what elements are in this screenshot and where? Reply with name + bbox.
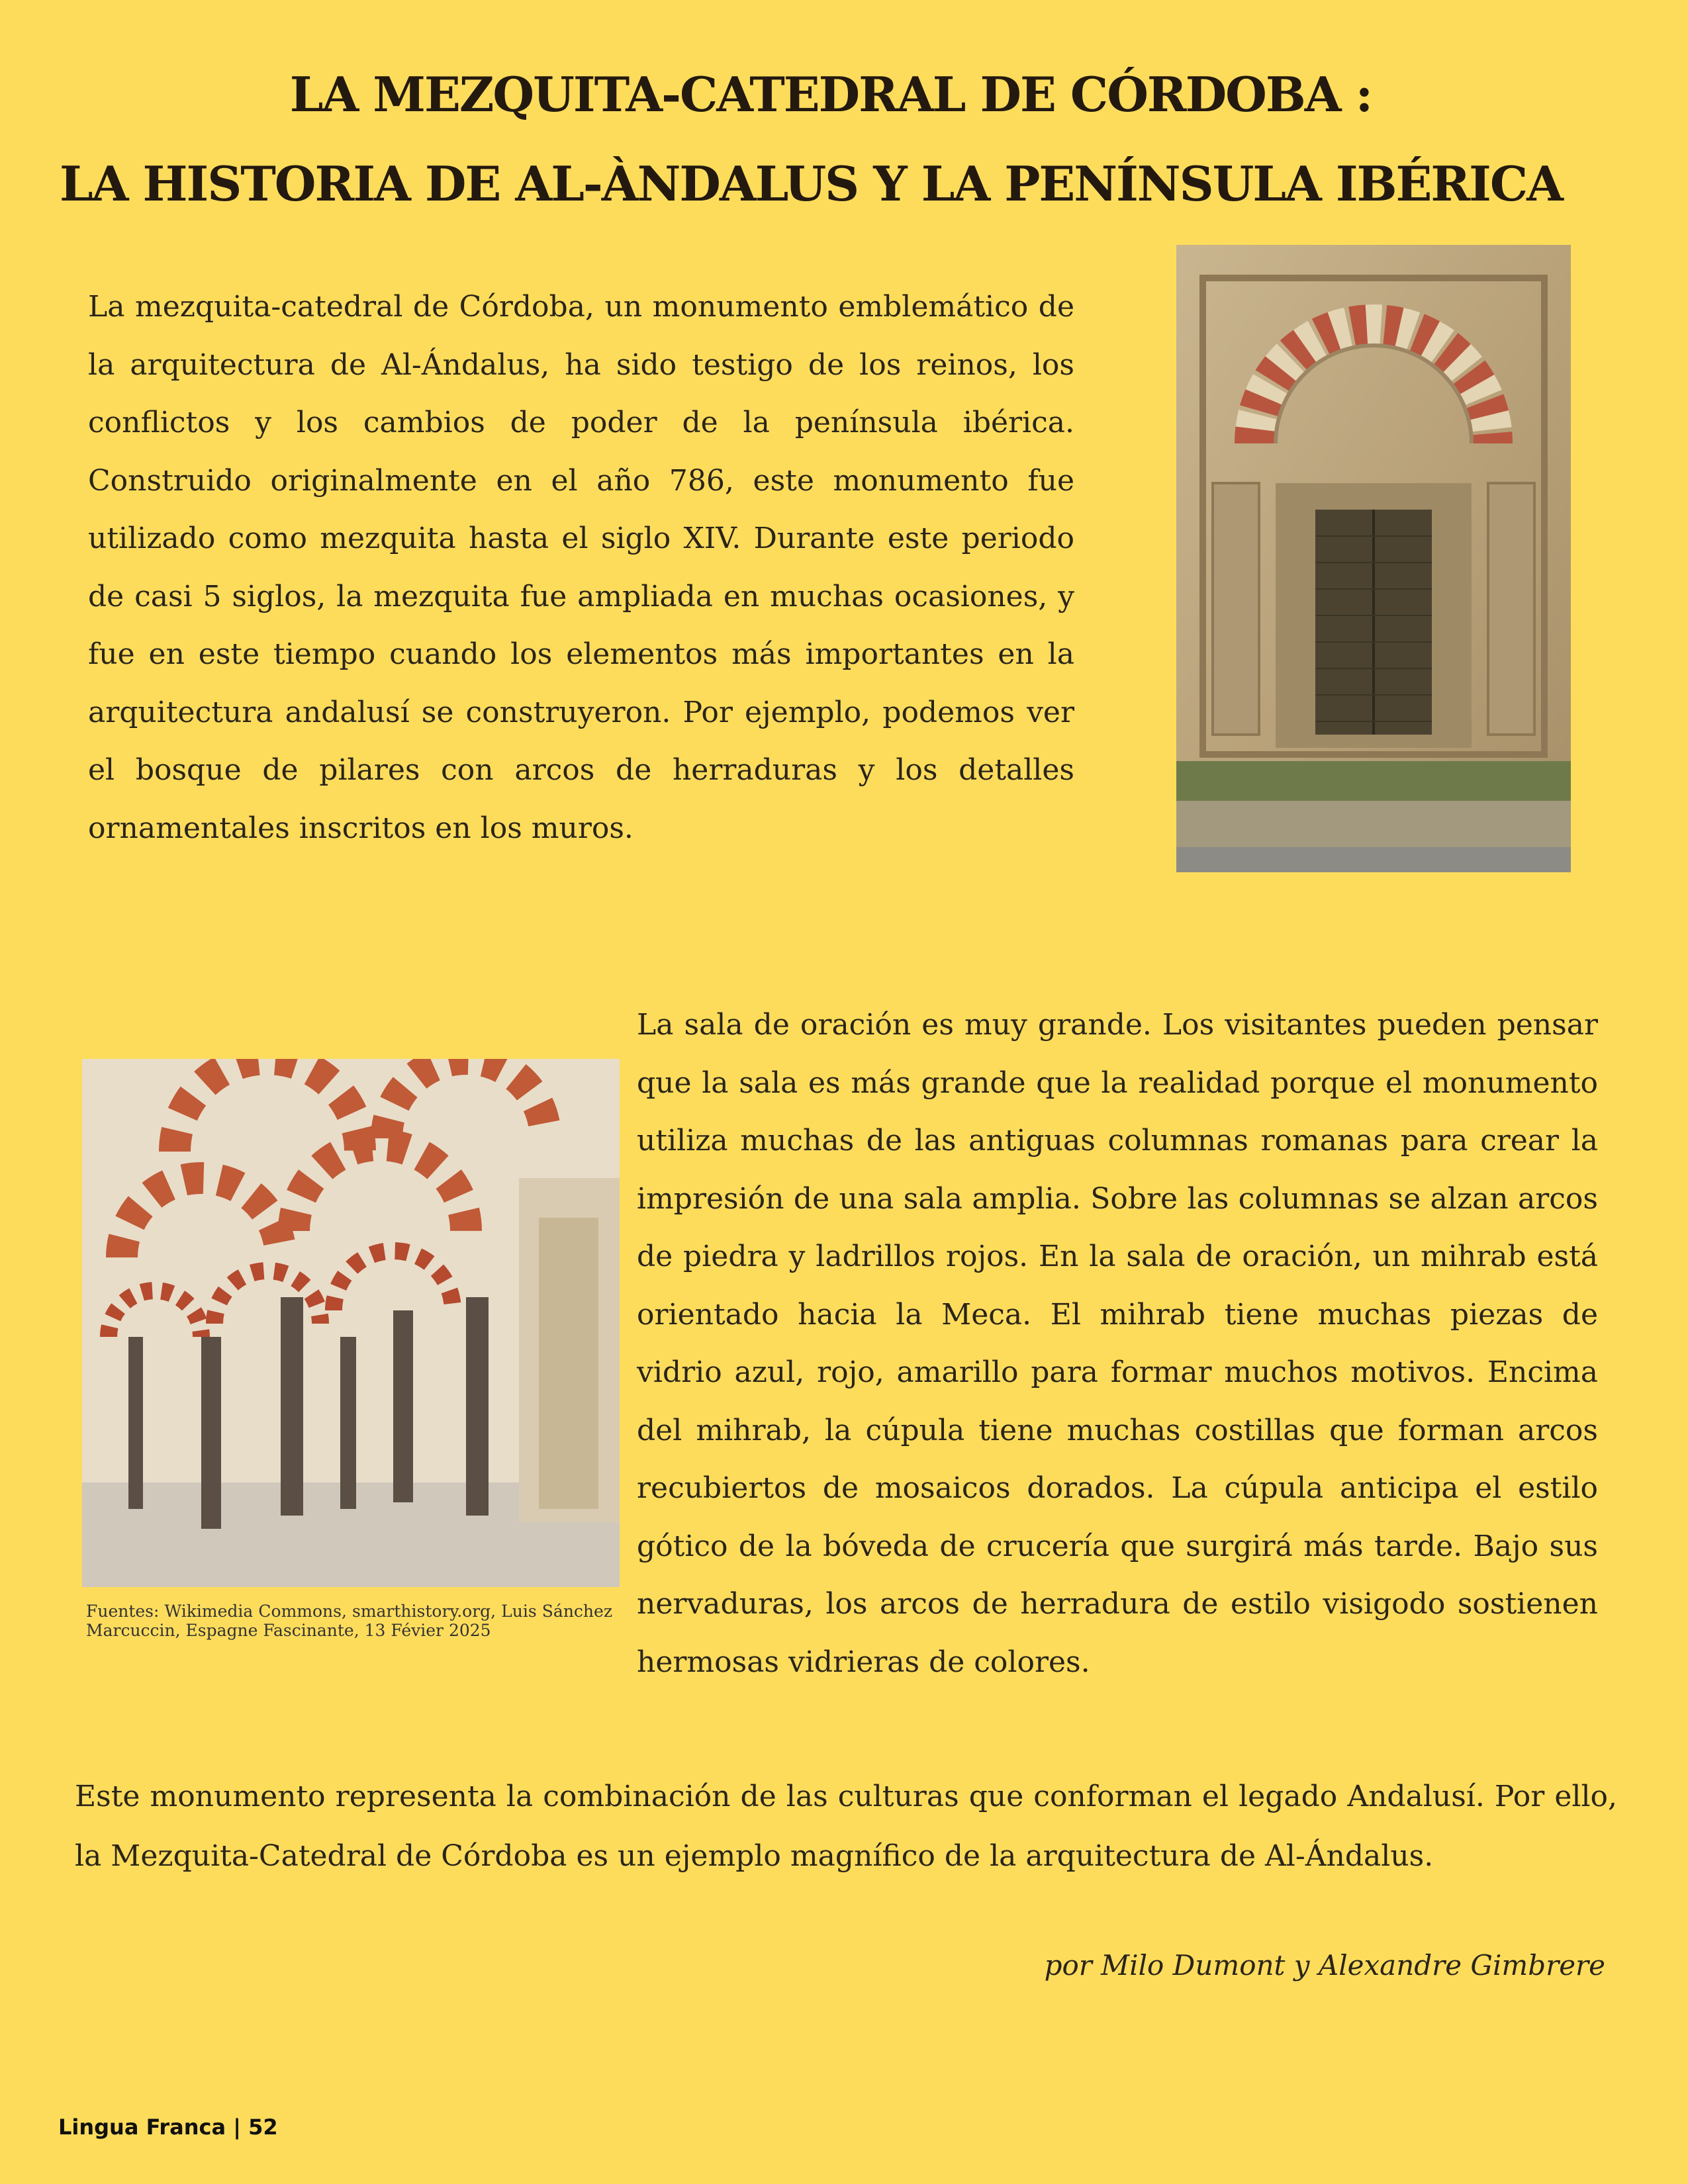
page-title-line-2: LA HISTORIA DE AL-ÀNDALUS Y LA PENÍNSULA IBÉRICA	[59, 156, 1563, 212]
prayer-hall-arches-photo	[82, 1059, 620, 1587]
image-sources-caption: Fuentes: Wikimedia Commons, smarthistory.org, Luis Sánchez Marcuccin, Espagne Fascinante, 13 Févier 2025	[86, 1602, 612, 1640]
mosque-door-photo	[1176, 245, 1571, 872]
conclusion-paragraph: Este monumento representa la combinación de las culturas que conforman el legado Andalusí. Por ello, la Mezquita-Catedral de Córdoba es un ejemplo magnífico de la arquitectura de Al-Ándalus.	[75, 1780, 1617, 1873]
intro-paragraph: La mezquita-catedral de Córdoba, un monumento emblemático de la arquitectura de Al-Ándalus, ha sido testigo de los reinos, los conflictos y los cambios de poder de la península ibérica. Construido originalmente en el año 786, este monumento fue utilizado como mezquita hasta el siglo XIV. Durante este periodo de casi 5 siglos, la mezquita fue ampliada en muchas ocasiones, y fue en este tiempo cuando los elementos más importantes en la arquitectura andalusí se construyeron. Por ejemplo, podemos ver el bosque de pilares con arcos de herraduras y los detalles ornamentales inscritos en los muros.	[88, 290, 1074, 845]
author-byline: por Milo Dumont y Alexandre Gimbrere	[1044, 1949, 1605, 1981]
page-footer: Lingua Franca | 52	[58, 2115, 278, 2140]
prayer-hall-paragraph: La sala de oración es muy grande. Los visitantes pueden pensar que la sala es más grande que la realidad porque el monumento utiliza muchas de las antiguas columnas romanas para crear la impresión de una sala amplia. Sobre las columnas se alzan arcos de piedra y ladrillos rojos. En la sala de oración, un mihrab está orientado hacia la Meca. El mihrab tiene muchas piezas de vidrio azul, rojo, amarillo para formar muchos motivos. Encima del mihrab, la cúpula tiene muchas costillas que forman arcos recubiertos de mosaicos dorados. La cúpula anticipa el estilo gótico de la bóveda de crucería que surgirá más tarde. Bajo sus nervaduras, los arcos de herradura de estilo visigodo sostienen hermosas vidrieras de colores.	[637, 1008, 1598, 1679]
page-title-line-1: LA MEZQUITA-CATEDRAL DE CÓRDOBA :	[289, 66, 1372, 122]
